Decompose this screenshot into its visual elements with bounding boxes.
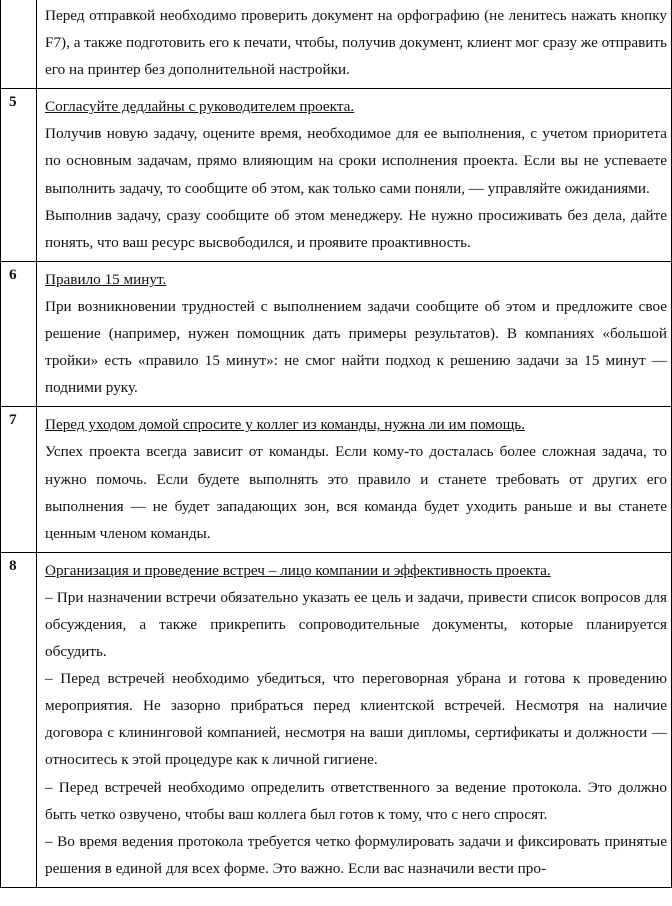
row-body (37, 0, 672, 89)
table-row (1, 89, 672, 262)
paragraph: При возникновении трудностей с выполнением задачи сообщите об этом и предложите свое решение (например, нужен помощник дать примеры результатов). В компаниях «большой тройки» есть «правило 15 минут»: не смог найти подход к решению задачи за 15 минут — подними руку. (45, 297, 667, 397)
row-number: 5 (1, 89, 37, 262)
table-row (1, 0, 672, 89)
row-heading: Организация и проведение встреч – лицо компании и эффективность проекта. (45, 561, 551, 579)
list-item: – Во время ведения протокола требуется четко формулировать задачи и фиксировать принятые решения в единой для всех форме. Это важно. Если вас назначили вести про- (45, 832, 667, 877)
paragraph: Перед отправкой необходимо проверить документ на орфографию (не ленитесь нажать кнопку F7), а также подготовить его к печати, чтобы, получив документ, клиент мог сразу же отправить его на принтер без дополнительной настройки. (45, 7, 667, 79)
paragraph: Получив новую задачу, оцените время, необходимое для ее выполнения, с учетом приоритета по основным задачам, прямо влияющим на сроки исполнения проекта. Если вы не успеваете выполнить задачу, то сообщите об этом, как только сами поняли, — управляйте ожиданиями. (45, 125, 667, 197)
list-item: – При назначении встречи обязательно указать ее цель и задачи, привести список вопросов для обсуждения, а также прикрепить сопроводительные документы, которые планируется обсудить. (45, 588, 667, 661)
row-heading: Перед уходом домой спросите у коллег из команды, нужна ли им помощь. (45, 416, 526, 434)
table-row (1, 407, 672, 552)
table-row (1, 261, 672, 406)
list-item: – Перед встречей необходимо убедиться, что переговорная убрана и готова к проведению мероприятия. Не зазорно прибраться перед клиентской встречей. Несмотря на наличие договора с клининговой компанией, несмотря на ваши дипломы, сертификаты и должности — относитесь к этой процедуре как к личной гигиене. (45, 670, 667, 769)
row-number: 6 (1, 261, 37, 406)
table-row (1, 552, 672, 887)
row-body (37, 407, 672, 552)
row-number: 8 (1, 552, 37, 887)
row-body (37, 261, 672, 406)
row-number (1, 0, 37, 89)
paragraph: Успех проекта всегда зависит от команды. Если кому-то досталась более сложная задача, то нужно помочь. Если будете выполнять это правило и станете требовать от других его выполнения — не будет западающих зон, вся команда будет уходить раньше и вы станете ценным членом команды. (45, 443, 667, 542)
list-item: – Перед встречей необходимо определить ответственного за ведение протокола. Это должно быть четко озвучено, чтобы ваш коллега был готов к тому, что с него спросят. (45, 778, 667, 823)
paragraph: Выполнив задачу, сразу сообщите об этом менеджеру. Не нужно просиживать без дела, дайте понять, что ваш ресурс высвободился, и проявите проактивность. (45, 206, 667, 251)
row-heading: Согласуйте дедлайны с руководителем проекта. (45, 98, 355, 116)
row-body (37, 89, 672, 262)
row-number: 7 (1, 407, 37, 552)
row-body (37, 552, 672, 887)
row-heading: Правило 15 минут. (45, 270, 167, 288)
